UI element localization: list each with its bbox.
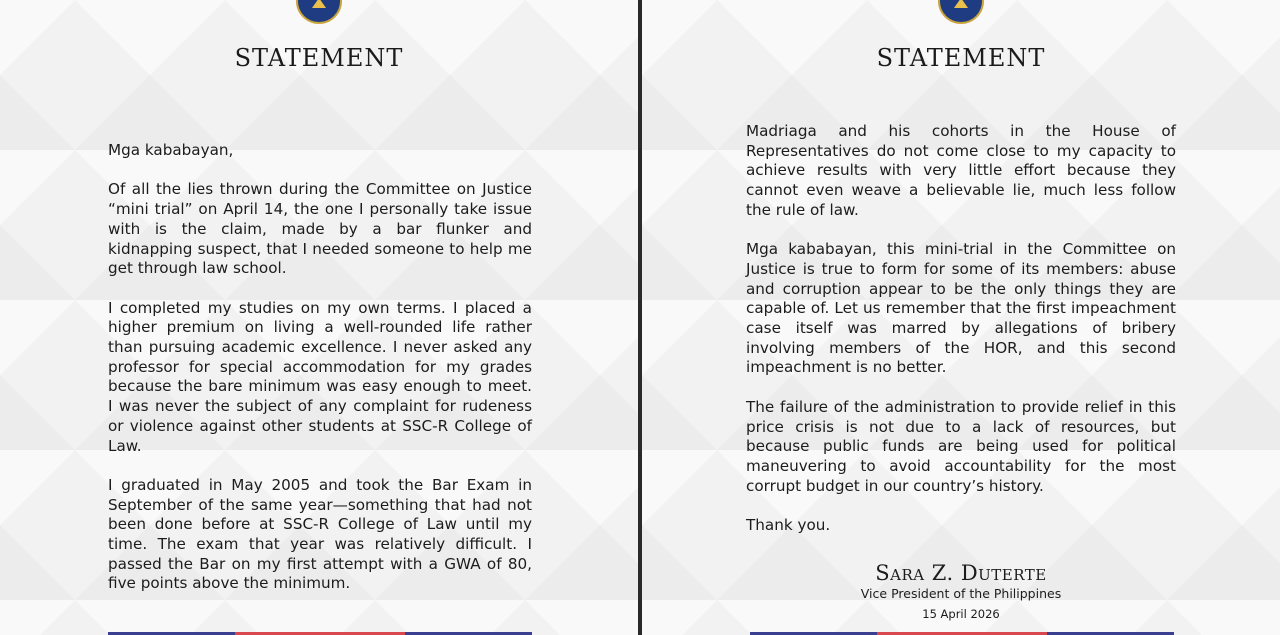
page-heading: STATEMENT [234, 44, 404, 72]
greeting: Mga kababayan, [108, 141, 234, 159]
page-heading: STATEMENT [876, 44, 1046, 72]
paragraph: I graduated in May 2005 and took the Bar Exam in September of the same year—something that had not been done before at SSC-R College of Law until my time. The exam that year was relatively difficult. I passed the Bar on my first attempt with a GWA of 80, five points above the minimum. [108, 475, 532, 593]
ovp-seal-icon [296, 0, 342, 24]
closing: Thank you. [746, 516, 831, 535]
paragraph: I completed my studies on my own terms. I placed a higher premium on living a well-rounded life rather than pursuing academic excellence. I never asked any professor for special accommodation for my grades because the bare minimum was easy enough to meet. I was never the subject of any complaint for rudeness or violence against other students at SSC-R College of Law. [108, 298, 532, 455]
statement-page-left [0, 0, 638, 635]
statement-page-right [642, 0, 1280, 635]
statement-body [746, 122, 1176, 555]
paragraph: Mga kababayan, this mini-trial in the Committee on Justice is true to form for some of its members: abuse and corruption appear to be the only things they are capable of. Let us remember that the first impeachment case itself was marred by allegations of bribery involving members of the HOR, and this second impeachment is no better. [746, 240, 1176, 377]
paragraph: The failure of the administration to provide relief in this price crisis is not due to a lack of resources, but because public funds are being used for political maneuvering to avoid accountability for the most corrupt budget in our country’s history. [746, 397, 1176, 495]
paragraph: Of all the lies thrown during the Committee on Justice “mini trial” on April 14, the one I personally take issue with is the claim, made by a bar flunker and kidnapping suspect, that I needed someone to help me get through law school. [108, 180, 532, 278]
ovp-seal-icon [938, 0, 984, 24]
statement-date: 15 April 2026 [922, 607, 1000, 621]
signatory-name: Sara Z. Duterte [875, 561, 1047, 585]
statement-body [108, 141, 532, 614]
signatory-title: Vice President of the Philippines [860, 586, 1062, 601]
paragraph: Madriaga and his cohorts in the House of Representatives do not come close to my capacity to achieve results with very little effort because they cannot even weave a believable lie, much less follow the rule of law. [746, 122, 1176, 219]
